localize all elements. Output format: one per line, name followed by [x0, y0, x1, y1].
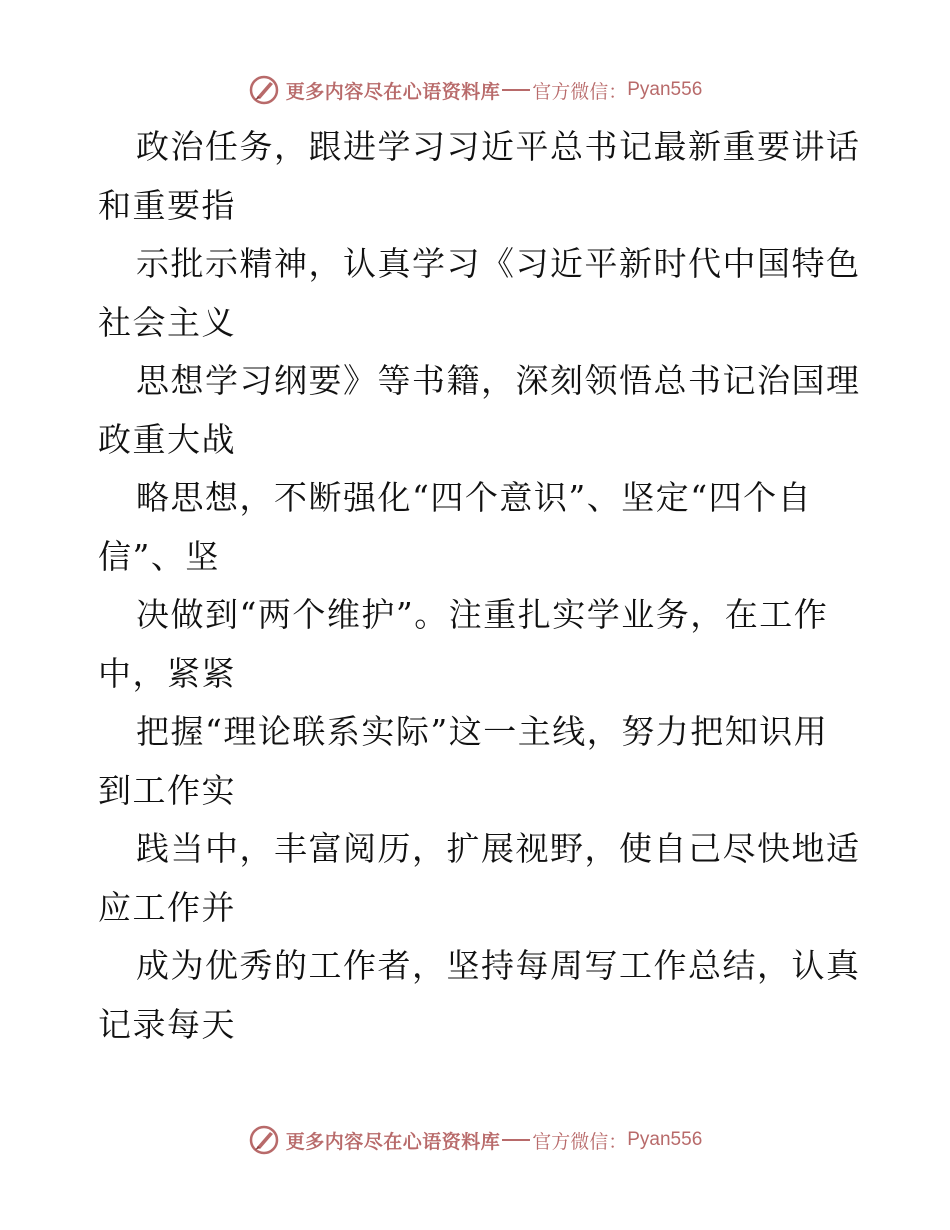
wechat-label: 官方微信：	[532, 80, 628, 103]
text-line: 决做到“两个维护”。注重扎实学业务，在工作	[136, 595, 829, 634]
banner-dash	[502, 1139, 530, 1141]
text-line: 政治任务，跟进学习习近平总书记最新重要讲话	[136, 127, 861, 166]
wechat-id: Pyan556	[627, 1129, 703, 1150]
site-name: 更多内容尽在心语资料库	[285, 1130, 501, 1153]
text-line: 政重大战	[98, 419, 236, 459]
site-name: 更多内容尽在心语资料库	[285, 80, 501, 103]
document-body	[98, 118, 861, 1054]
text-line: 略思想，不断强化“四个意识”、坚定“四个自	[136, 478, 813, 517]
text-line: 践当中，丰富阅历，扩展视野，使自己尽快地适	[136, 829, 861, 868]
text-line: 社会主义	[98, 302, 236, 342]
footer-banner	[0, 1120, 950, 1160]
quill-pen-logo-icon	[248, 74, 280, 106]
text-line: 和重要指	[98, 185, 236, 225]
text-line: 应工作并	[98, 887, 236, 927]
wechat-id: Pyan556	[627, 79, 703, 100]
header-banner	[0, 70, 950, 110]
text-line: 到工作实	[98, 770, 236, 810]
quill-pen-logo-icon	[248, 1124, 280, 1156]
text-line: 示批示精神，认真学习《习近平新时代中国特色	[136, 244, 861, 283]
wechat-label: 官方微信：	[532, 1130, 628, 1153]
banner-dash	[502, 89, 530, 91]
text-line: 记录每天	[98, 1004, 236, 1044]
text-line: 信”、坚	[98, 536, 220, 576]
text-line: 成为优秀的工作者，坚持每周写工作总结，认真	[136, 946, 861, 985]
text-line: 中，紧紧	[98, 653, 236, 693]
text-line: 把握“理论联系实际”这一主线，努力把知识用	[136, 712, 829, 751]
text-line: 思想学习纲要》等书籍，深刻领悟总书记治国理	[136, 361, 861, 400]
